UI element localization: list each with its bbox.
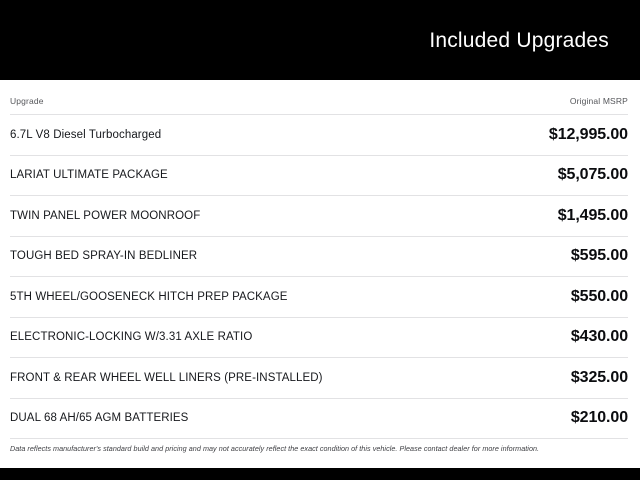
upgrade-price: $325.00 [570, 368, 628, 386]
table-column-headers [10, 80, 628, 114]
upgrade-name: 6.7L V8 Diesel Turbocharged [10, 128, 162, 141]
upgrade-name: LARIAT ULTIMATE PACKAGE [10, 169, 168, 182]
column-header-msrp: Original MSRP [569, 96, 628, 106]
header-banner [0, 0, 640, 80]
table-row [10, 398, 628, 439]
upgrade-name: TOUGH BED SPRAY-IN BEDLINER [10, 250, 198, 263]
table-row [10, 155, 628, 196]
upgrade-price: $1,495.00 [557, 206, 628, 224]
table-row [10, 317, 628, 358]
upgrades-content [0, 80, 640, 454]
upgrades-table [10, 114, 628, 438]
table-row [10, 195, 628, 236]
table-row [10, 114, 628, 155]
upgrade-price: $595.00 [570, 247, 628, 265]
page-title: Included Upgrades [429, 28, 609, 52]
upgrade-name: TWIN PANEL POWER MOONROOF [10, 209, 201, 222]
upgrade-price: $430.00 [570, 328, 628, 346]
upgrade-price: $210.00 [570, 409, 628, 427]
column-header-upgrade: Upgrade [10, 96, 44, 106]
upgrade-name: FRONT & REAR WHEEL WELL LINERS (PRE-INSTALLED) [10, 371, 323, 384]
disclaimer-text: Data reflects manufacturer's standard build and pricing and may not accurately reflect the exact condition of this vehicle. Please contact dealer for more information. [10, 438, 628, 454]
table-row [10, 236, 628, 277]
upgrade-price: $12,995.00 [548, 125, 628, 143]
upgrade-price: $550.00 [570, 287, 628, 305]
table-row [10, 276, 628, 317]
upgrade-name: DUAL 68 AH/65 AGM BATTERIES [10, 412, 189, 425]
upgrade-name: 5TH WHEEL/GOOSENECK HITCH PREP PACKAGE [10, 290, 288, 303]
upgrade-price: $5,075.00 [557, 166, 628, 184]
table-row [10, 357, 628, 398]
upgrade-name: ELECTRONIC-LOCKING W/3.31 AXLE RATIO [10, 331, 253, 344]
footer-banner [0, 468, 640, 480]
